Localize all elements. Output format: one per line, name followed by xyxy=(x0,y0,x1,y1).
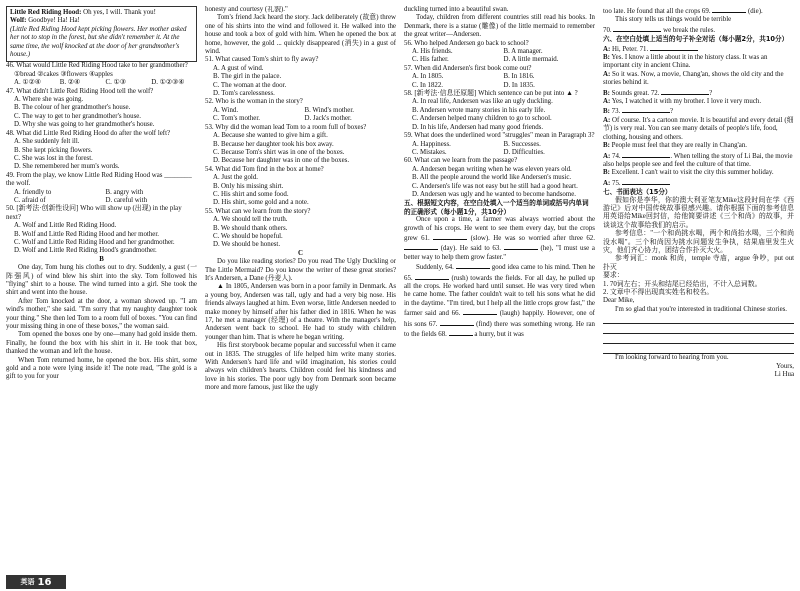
blank-66[interactable] xyxy=(463,308,497,315)
question-60: 60. What can we learn from the passage? xyxy=(404,157,518,165)
question-58: 58. [新考法·信息还原题] Which sentence can be put into ▲ ? xyxy=(404,90,578,98)
q51-opt-d[interactable]: D. Tom's carelessness. xyxy=(213,90,275,98)
dialog-text: People must feel that they are really in Chang'an. xyxy=(611,142,747,150)
cloze-hint-63: (he), "I must use a better way to help them grow faster." xyxy=(404,245,595,261)
q57-opt-c[interactable]: C. In 1822. xyxy=(412,81,444,89)
blank-65[interactable] xyxy=(415,273,449,280)
q58-opt-a[interactable]: A. In real life, Andersen was like an ugly duckling. xyxy=(412,98,553,106)
stage-direction: (Little Red Riding Hood kept picking flowers. Her mother asked her not to stop in the forest, but she didn't remember it. At the same time, the wolf knocked at the door of her grandmother's house.) xyxy=(10,25,187,59)
cloze-hint-65: (rush) towards the fields. For all day, he pulled up all the crops. He worked hard until sunset. He was very tired when he came home. The father couldn't wait to tell his sons what he did in the daytime. "I'm tired, but I help all the little crops grow fast," the farmer said and 66. xyxy=(404,274,595,318)
blank-68[interactable] xyxy=(449,329,473,336)
q52-opt-b[interactable]: B. Wind's mother. xyxy=(304,106,354,114)
speaker-a: A: xyxy=(603,152,611,160)
q48-opt-d[interactable]: D. She remembered her mum's words. xyxy=(14,163,120,171)
question-57: 57. When did Andersen's first book come out? xyxy=(404,64,532,72)
passage-c-p3: His first storybook became popular and successful when it came out in 1835. The struggles of life helped him write many stories. With Andersen's hard life and wild imagination, his stories could always win children's hearts. Children could feel his kindness and love in his stories. The poor ugly boy from Denmark soon became more and more famous, just like the ugly xyxy=(205,342,396,392)
passage-b-p6: Tom's friend Jack heard the story. Jack deliberately (故意) threw one of his shirts into the wind and followed it. He walked into the house and took a box of gold with him. When he opened the box at home, however, the gold ... quickly disappeared (消失) in a gust of wind. xyxy=(205,14,396,56)
dialog-text: Sounds great. 72. xyxy=(611,89,660,97)
speaker-b: B: xyxy=(603,169,610,177)
blank-62[interactable] xyxy=(404,243,438,250)
blank-61[interactable] xyxy=(433,233,467,240)
q57-opt-d[interactable]: D. In 1835. xyxy=(503,81,535,89)
passage-b-p4: When Tom returned home, he opened the box. His shirt, some gold and a note were lying inside it! The note read, "The gold is a gift to you for your xyxy=(6,356,197,381)
dialog-text: 73. xyxy=(611,108,621,116)
line-wolf: Goodbye! Ha! Ha! xyxy=(26,17,80,25)
writing-prompt: 假如你是李华，你的澳大利亚笔友Mike这段时间在学《西游记》后对中国传统故事很感兴趣。请你根据下面的参考信息用英语给Mike回封信，给他简要讲述《三个和尚》的故事，并谈谈这个故事给我们的启示。 xyxy=(603,196,794,229)
q48-opt-a[interactable]: A. She suddenly felt ill. xyxy=(14,138,80,146)
q52-opt-a[interactable]: A. Wind. xyxy=(213,106,239,114)
q53-opt-c[interactable]: C. Because Tom's shirt was in one of the boxes. xyxy=(213,148,345,156)
blank-64[interactable] xyxy=(456,262,490,269)
q57-opt-a[interactable]: A. In 1805. xyxy=(412,73,444,81)
writing-info: 参考信息："一个和尚挑水喝，两个和尚抬水喝，三个和尚没水喝"。三个和尚因为挑水问题发生争执，结果庙里发生火灾，他们齐心协力，团结合作扑灭大火。 xyxy=(603,230,794,254)
cloze-passage xyxy=(404,216,595,262)
passage-b-p5: honesty and courtesy (礼貌)." xyxy=(205,6,288,13)
q47-opt-b[interactable]: B. The colour of her grandmother's house. xyxy=(14,104,131,112)
q55-opt-c[interactable]: C. We should be hopeful. xyxy=(213,232,283,240)
dialog-line xyxy=(603,169,794,177)
blank-70[interactable] xyxy=(613,25,661,32)
q48-opt-b[interactable]: B. She kept picking flowers. xyxy=(14,146,93,154)
speaker-a: A: xyxy=(603,45,611,53)
q50-opt-c[interactable]: C. Wolf and Little Red Riding Hood and her grandmother. xyxy=(14,238,175,246)
blank-69[interactable] xyxy=(712,6,746,13)
letter-closing: I'm looking forward to hearing from you. xyxy=(615,354,729,362)
writing-line[interactable] xyxy=(603,344,794,354)
cloze-text-3: Suddenly, 64. xyxy=(416,264,454,272)
line-red: Oh yes, I will. Thank you! xyxy=(81,9,156,16)
cloze-70-num: 70. xyxy=(603,26,612,34)
q47-opt-d[interactable]: D. Why she was going to her grandmother's house. xyxy=(14,121,155,129)
dialog-line xyxy=(603,44,794,54)
dialog-text: Yes, I watched it with my brother. I love it very much. xyxy=(611,98,762,106)
question-47: 47. What didn't Little Red Riding Hood tell the wolf? xyxy=(6,87,154,95)
writing-req-2: 2. 文章中不得出现真实姓名和校名。 xyxy=(603,289,714,296)
q56-opt-d[interactable]: D. A little mermaid. xyxy=(503,56,559,64)
q50-opt-d[interactable]: D. Wolf and Little Red Riding Hood's grandmother. xyxy=(14,247,157,255)
q46-opt-a[interactable]: A. ①②④ xyxy=(14,79,41,87)
q51-opt-c[interactable]: C. The woman at the door. xyxy=(213,81,287,89)
blank-74[interactable] xyxy=(622,151,670,158)
blank-72[interactable] xyxy=(661,88,709,95)
question-55: 55. What can we learn from the story? xyxy=(205,207,311,215)
q54-opt-b[interactable]: B. Only his missing shirt. xyxy=(213,182,284,190)
writing-words: 参考词汇：monk 和尚，temple 寺庙，argue 争吵，put out 扑灭 xyxy=(603,255,794,271)
q53-opt-a[interactable]: A. Because she wanted to give him a gift. xyxy=(213,132,328,140)
question-59: 59. What does the underlined word "struggles" mean in Paragraph 3? xyxy=(404,132,595,140)
speaker-b: B: xyxy=(603,108,610,116)
letter-sign-name: Li Hua xyxy=(774,371,794,379)
passage-b-p2: After Tom knocked at the door, a woman showed up. "I am wind's mother," she said. "I'm sorry that my naughty daughter took your thing." She then led Tom to a room full of boxes. "You can find your missing thing in one of these boxes," the woman said. xyxy=(6,297,197,331)
dialog-line xyxy=(603,117,794,142)
q50-opt-a[interactable]: A. Wolf and Little Red Riding Hood. xyxy=(14,222,117,230)
letter-greeting: Dear Mike, xyxy=(603,297,635,305)
cloze-text-2: He was so worried after three 62. xyxy=(493,234,595,242)
q51-opt-a[interactable]: A. A gust of wind. xyxy=(213,64,264,72)
passage-b-p1: One day, Tom hung his clothes out to dry. Suddenly, a gust (一阵强风) of wind blew his shirt into the sky. Tom followed his "flying" shirt to a house. The wind turned into a girl. She took the shirt and went into the house. xyxy=(6,264,197,297)
q54-opt-c[interactable]: C. His shirt and some food. xyxy=(213,190,289,198)
question-56: 56. Who helped Andersen go back to school? xyxy=(404,39,529,47)
speaker-b: B: xyxy=(603,89,610,97)
q55-opt-b[interactable]: B. We should thank others. xyxy=(213,224,288,232)
q46-opt-b[interactable]: B. ②④ xyxy=(59,79,81,87)
speaker-b: B: xyxy=(603,142,610,150)
speaker-a: A: xyxy=(603,179,611,187)
exam-page xyxy=(6,6,794,586)
section-5-heading: 五、根据短文内容，在空白处填入一个适当的单词或括号内单词的正确形式（每小题1分，共10分） xyxy=(404,199,589,216)
dialog-tail: ? xyxy=(709,89,713,97)
page-number: 16 xyxy=(37,576,52,588)
q49-opt-c[interactable]: C. afraid of xyxy=(14,196,46,204)
dialog-line xyxy=(603,142,794,150)
column-4 xyxy=(603,6,794,586)
dialog-line xyxy=(603,54,794,71)
cloze-hint-62: (day). He said to 63. xyxy=(440,245,502,253)
section-6-heading: 六、在空白处填上适当的句子补全对话（每小题2分，共10分） xyxy=(603,35,789,44)
passage-c-p2: ▲ In 1805, Andersen was born in a poor family in Denmark. As a young boy, Andersen was tall, ugly and had a very big nose. His friends always laughed at him. Even worse, little Andersen needed to make money by himself after his father died in 1816. When he was 17, he met a manager (经理) of a theatre. With the manager's help, Andersen went back to school. He had to study with children younger than him. That is where he began writing. xyxy=(205,283,396,341)
q49-opt-d[interactable]: D. careful with xyxy=(105,196,148,204)
dialog-text: Of course. It's a cartoon movie. It is beautiful and every detail (细节) is very real. You can see many details of people's life, food, clothing, housing and others. xyxy=(603,116,794,141)
cloze-passage-2 xyxy=(404,262,595,339)
page-footer xyxy=(6,575,66,589)
q60-opt-d[interactable]: D. Andersen was ugly and he wanted to become handsome. xyxy=(412,190,576,198)
dialog-line xyxy=(603,178,794,188)
column-2 xyxy=(205,6,396,586)
q60-opt-b[interactable]: B. All the people around the world like Andersen's music. xyxy=(412,174,572,182)
dialog-tail: ? xyxy=(669,108,674,116)
passage-c-p5: Today, children from different countries still read his books. In Denmark, there is a statue (雕像) of the little mermaid to remember the great writer—Andersen. xyxy=(404,14,595,39)
section-b-heading: B xyxy=(99,255,104,263)
cloze-hint-61: (slow). xyxy=(470,234,490,242)
q55-opt-d[interactable]: D. We should be honest. xyxy=(213,241,281,249)
question-50: 50. [新考法·创新性设问] Who will show up (出现) in the play next? xyxy=(6,205,182,221)
dialog-text: Excellent. I can't wait to visit the city this summer holiday. xyxy=(611,169,774,177)
speaker-a: A: xyxy=(603,98,611,106)
letter-sign-yours: Yours, xyxy=(776,362,794,370)
passage-b-p3: Tom opened the boxes one by one—many had gold inside them. Finally, he found the box with his shirt in it. He took that box, thanked the woman and left the house. xyxy=(6,331,197,356)
q54-opt-d[interactable]: D. His shirt, some gold and a note. xyxy=(213,199,309,207)
dialog-text: So it was. Now, a movie, Chang'an, shows the old city and the stories behind it. xyxy=(603,70,784,87)
cloze-hint-68: a hurry, but it was xyxy=(474,331,524,339)
cloze-end xyxy=(603,6,794,16)
question-51: 51. What caused Tom's shirt to fly away? xyxy=(205,56,319,64)
column-1 xyxy=(6,6,197,586)
cloze-70-line xyxy=(603,25,794,35)
dialog-text: Yes. I know a little about it in the history class. It was an important city in ancient China. xyxy=(603,54,768,70)
q53-opt-d[interactable]: D. Because her daughter was in one of the boxes. xyxy=(213,157,350,165)
q60-opt-c[interactable]: C. Andersen's life was not easy but he still had a good heart. xyxy=(412,182,578,190)
writing-req-1: 1. 70词左右；开头和结尾已经给出，不计入总词数。 xyxy=(603,280,762,288)
speaker-wolf: Wolf: xyxy=(10,17,27,25)
q52-opt-d[interactable]: D. Jack's mother. xyxy=(304,115,352,123)
dialog-line xyxy=(603,71,794,88)
dialog-tail: . When telling the story of Li Bai, the movie also helps people see and feel the culture of that time. xyxy=(603,152,793,168)
question-54: 54. What did Tom find in the box at home? xyxy=(205,165,324,173)
question-49: 49. From the play, we know Little Red Riding Hood was ________ the wolf. xyxy=(6,171,192,188)
q52-opt-c[interactable]: C. Tom's mother. xyxy=(213,115,260,123)
blank-67[interactable] xyxy=(440,319,474,326)
question-53: 53. Why did the woman lead Tom to a room full of boxes? xyxy=(205,123,367,131)
writing-line[interactable] xyxy=(603,334,794,344)
q56-opt-c[interactable]: C. His father. xyxy=(412,56,449,64)
q53-opt-b[interactable]: B. Because her daughter took his box away. xyxy=(213,140,334,148)
writing-line[interactable] xyxy=(603,324,794,334)
cloze-hint-66: (laugh) happily. However, one of his sons 67. xyxy=(404,310,595,328)
speaker-a: A: xyxy=(603,70,611,78)
section-7-heading: 七、书面表达（15分） xyxy=(603,188,672,197)
blank-63[interactable] xyxy=(504,243,538,250)
q48-opt-c[interactable]: C. She was lost in the forest. xyxy=(14,154,93,162)
q50-opt-b[interactable]: B. Wolf and Little Red Riding Hood and her mother. xyxy=(14,230,159,238)
dialog-text: 75. xyxy=(612,179,621,187)
q46-items: ①bread ②cakes ③flowers ④apples xyxy=(14,70,113,78)
dialog-line xyxy=(603,151,794,170)
q49-opt-b[interactable]: B. angry with xyxy=(105,188,144,196)
q58-opt-c[interactable]: C. Andersen helped many children to go to school. xyxy=(412,115,552,123)
dialog-text: 74. xyxy=(612,152,621,160)
cloze-hint-69: (die). xyxy=(748,8,763,15)
question-48: 48. What did Little Red Riding Hood do after the wolf left? xyxy=(6,129,171,137)
q59-opt-a[interactable]: A. Happiness. xyxy=(412,140,451,148)
play-excerpt-box xyxy=(6,6,197,62)
column-3 xyxy=(404,6,595,586)
footer-label: 英语 xyxy=(20,578,35,586)
blank-71[interactable] xyxy=(650,44,698,51)
dialog-line xyxy=(603,106,794,116)
cloze-70-end: we break the rules. xyxy=(663,26,716,34)
q49-opt-a[interactable]: A. friendly to xyxy=(14,188,52,196)
letter-first-line: I'm so glad that you're interested in traditional Chinese stories. xyxy=(615,305,788,313)
blank-75[interactable] xyxy=(622,178,670,185)
q56-opt-a[interactable]: A. His friends. xyxy=(412,48,453,56)
dialog-text: Hi, Peter. 71. xyxy=(612,45,649,53)
cloze-text-69: too late. He found that all the crops 69. xyxy=(603,8,711,15)
speaker-red: Little Red Riding Hood: xyxy=(10,9,82,16)
q51-opt-b[interactable]: B. The girl in the palace. xyxy=(213,73,282,81)
writing-line[interactable] xyxy=(603,314,794,324)
cloze-hint-64: good idea came to his mind. Then he 65. xyxy=(404,264,595,282)
q47-opt-c[interactable]: C. The way to get to her grandmother's house. xyxy=(14,112,142,120)
q57-opt-b[interactable]: B. In 1816. xyxy=(503,73,535,81)
q46-opt-c[interactable]: C. ①③ xyxy=(105,79,126,87)
cloze-hint-67: (find) there was something wrong. He ran to the fields 68. xyxy=(404,320,595,339)
q58-opt-d[interactable]: D. In his life, Andersen had many good friends. xyxy=(412,123,544,131)
section-c-heading: C xyxy=(298,249,303,257)
speaker-a: A: xyxy=(603,116,611,124)
q47-opt-a[interactable]: A. Where she was going. xyxy=(14,96,84,104)
dialog-line xyxy=(603,98,794,106)
q46-opt-d[interactable]: D. ①②③④ xyxy=(151,79,185,87)
q60-opt-a[interactable]: A. Andersen began writing when he was eleven years old. xyxy=(412,165,572,173)
writing-req-title: 要求： xyxy=(603,272,624,280)
cloze-moral: This story tells us things would be terrible xyxy=(615,16,732,24)
q58-opt-b[interactable]: B. Andersen wrote many stories in his early life. xyxy=(412,106,546,114)
dialog-line xyxy=(603,88,794,98)
q59-opt-b[interactable]: B. Successes. xyxy=(503,140,541,148)
passage-c-p1: Do you like reading stories? Do you read The Ugly Duckling or The Little Mermaid? Do you know the writer of these great stories? It's Andersen, a Dane (丹麦人). xyxy=(205,258,396,282)
cloze-text-1: Once upon a time, a farmer was always worried about the growth of his crops. He went to see them every day, but the crops grew 61. xyxy=(404,216,595,242)
q59-opt-d[interactable]: D. Difficulties. xyxy=(503,148,545,156)
question-46: 46. What would Little Red Riding Hood take to her grandmother? xyxy=(6,62,188,70)
q56-opt-b[interactable]: B. A manager. xyxy=(503,48,543,56)
blank-73[interactable] xyxy=(622,106,670,113)
speaker-b: B: xyxy=(603,54,610,62)
q54-opt-a[interactable]: A. Just the gold. xyxy=(213,174,258,182)
passage-c-p4: duckling turned into a beautiful swan. xyxy=(404,6,509,13)
q59-opt-c[interactable]: C. Mistakes. xyxy=(412,148,447,156)
question-52: 52. Who is the woman in the story? xyxy=(205,98,303,106)
q55-opt-a[interactable]: A. We should tell the truth. xyxy=(213,216,288,224)
